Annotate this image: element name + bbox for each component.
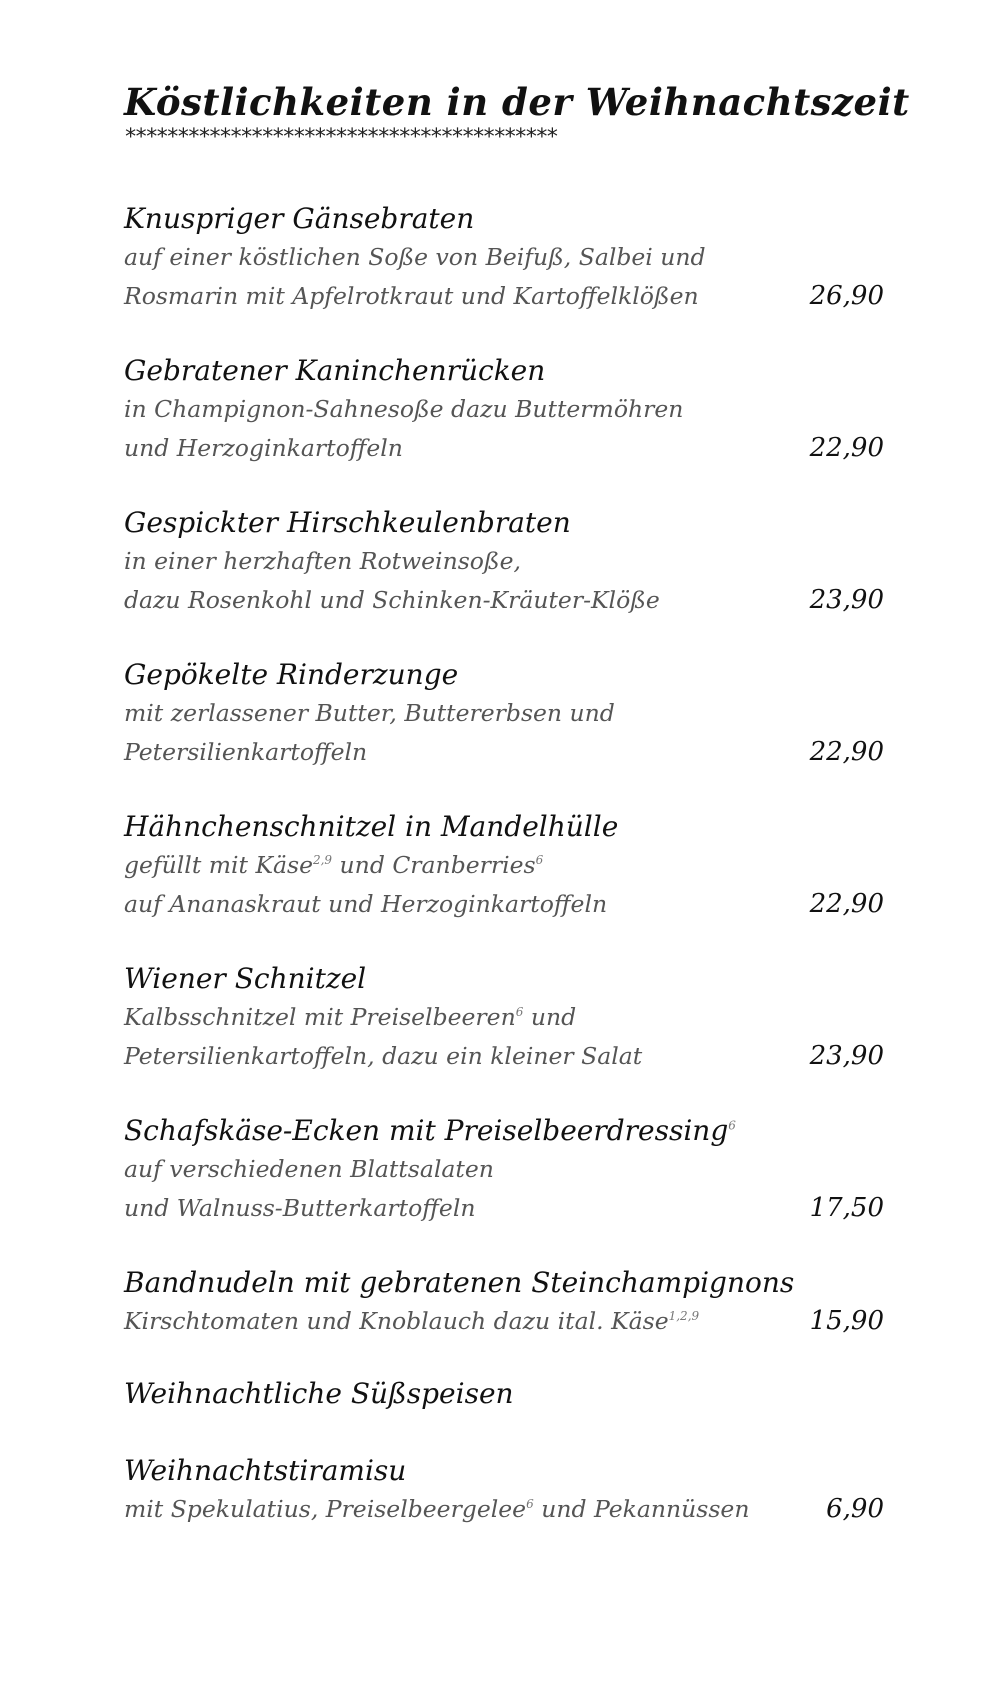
item-price: 6,90 [826,1493,884,1524]
item-description: mit Spekulatius, Preiselbeergelee$^6$ und Pekannüssen [124,1494,750,1523]
item-description: auf verschiedenen Blattsalaten [124,1155,494,1183]
item-description-row [124,277,884,316]
item-name: Hähnchenschnitzel in Mandelhülle [124,810,619,843]
allergen-note: 6 [526,1496,534,1511]
item-name: Schafskäse-Ecken mit Preiselbeerdressing$^6$ [124,1114,736,1147]
item-price: 22,90 [809,736,884,767]
menu-item [124,1264,884,1341]
item-description: in einer herzhaften Rotweinsoße, [124,547,521,575]
item-description-row [124,1037,884,1076]
item-description: und Herzoginkartoffeln [124,433,403,462]
item-name: Knuspriger Gänsebraten [124,202,475,235]
item-name: Gebratener Kaninchenrücken [124,354,546,387]
allergen-note: 6 [535,853,544,868]
item-name: Wiener Schnitzel [124,962,367,995]
item-description: dazu Rosenkohl und Schinken-Kräuter-Klöße [124,585,660,614]
menu-title: Köstlichkeiten in der Weihnachtszeit [124,80,910,124]
item-description: Kalbsschnitzel mit Preiselbeeren$^6$ und [124,1003,577,1031]
item-description: Petersilienkartoffeln [124,737,368,766]
menu-item [124,352,884,467]
menu-page [124,78,910,1565]
item-price: 22,90 [809,432,884,463]
item-description-row [124,1302,884,1341]
item-price: 26,90 [809,280,884,311]
menu-item [124,808,884,923]
menu-item [124,504,884,619]
item-description: mit zerlassener Butter, Buttererbsen und [124,699,615,727]
item-price: 15,90 [809,1306,884,1336]
item-name: Gepökelte Rinderzunge [124,658,459,691]
item-description: Rosmarin mit Apfelrotkraut und Kartoffelklößen [124,281,699,310]
item-price: 23,90 [809,584,884,615]
item-description: Kirschtomaten und Knoblauch dazu ital. Käse$^{1,2,9}$ [124,1307,700,1335]
item-description: auf Ananaskraut und Herzoginkartoffeln [124,889,608,918]
item-description-row [124,1490,884,1529]
item-name: Gespickter Hirschkeulenbraten [124,506,571,539]
allergen-note: 6 [515,1005,524,1020]
item-description-row [124,733,884,772]
menu-item [124,656,884,771]
item-description: gefüllt mit Käse$^{2,9}$ und Cranberries$^6$ [124,851,544,879]
item-description-row [124,1189,884,1228]
item-name: Bandnudeln mit gebratenen Steinchampignons [124,1266,795,1299]
menu-list [124,200,884,1528]
star-divider: ***************************************** [124,126,557,150]
item-price: 17,50 [809,1192,884,1223]
item-description: auf einer köstlichen Soße von Beifuß, Salbei und [124,243,706,271]
allergen-note: 2,9 [312,853,333,868]
item-price: 22,90 [809,888,884,919]
allergen-note: 1,2,9 [668,1309,700,1324]
menu-item [124,960,884,1075]
item-description: Petersilienkartoffeln, dazu ein kleiner Salat [124,1041,643,1070]
item-description: in Champignon-Sahnesoße dazu Buttermöhren [124,395,684,423]
item-name: Weihnachtstiramisu [124,1453,407,1487]
item-description: und Walnuss-Butterkartoffeln [124,1193,476,1222]
section-title: Weihnachtliche Süßspeisen [124,1376,514,1410]
menu-item [124,1452,884,1529]
item-description-row [124,885,884,924]
menu-item [124,1112,884,1227]
item-description-row [124,429,884,468]
item-description-row [124,581,884,620]
allergen-note: 6 [728,1118,736,1133]
item-price: 23,90 [809,1040,884,1071]
menu-item [124,200,884,315]
